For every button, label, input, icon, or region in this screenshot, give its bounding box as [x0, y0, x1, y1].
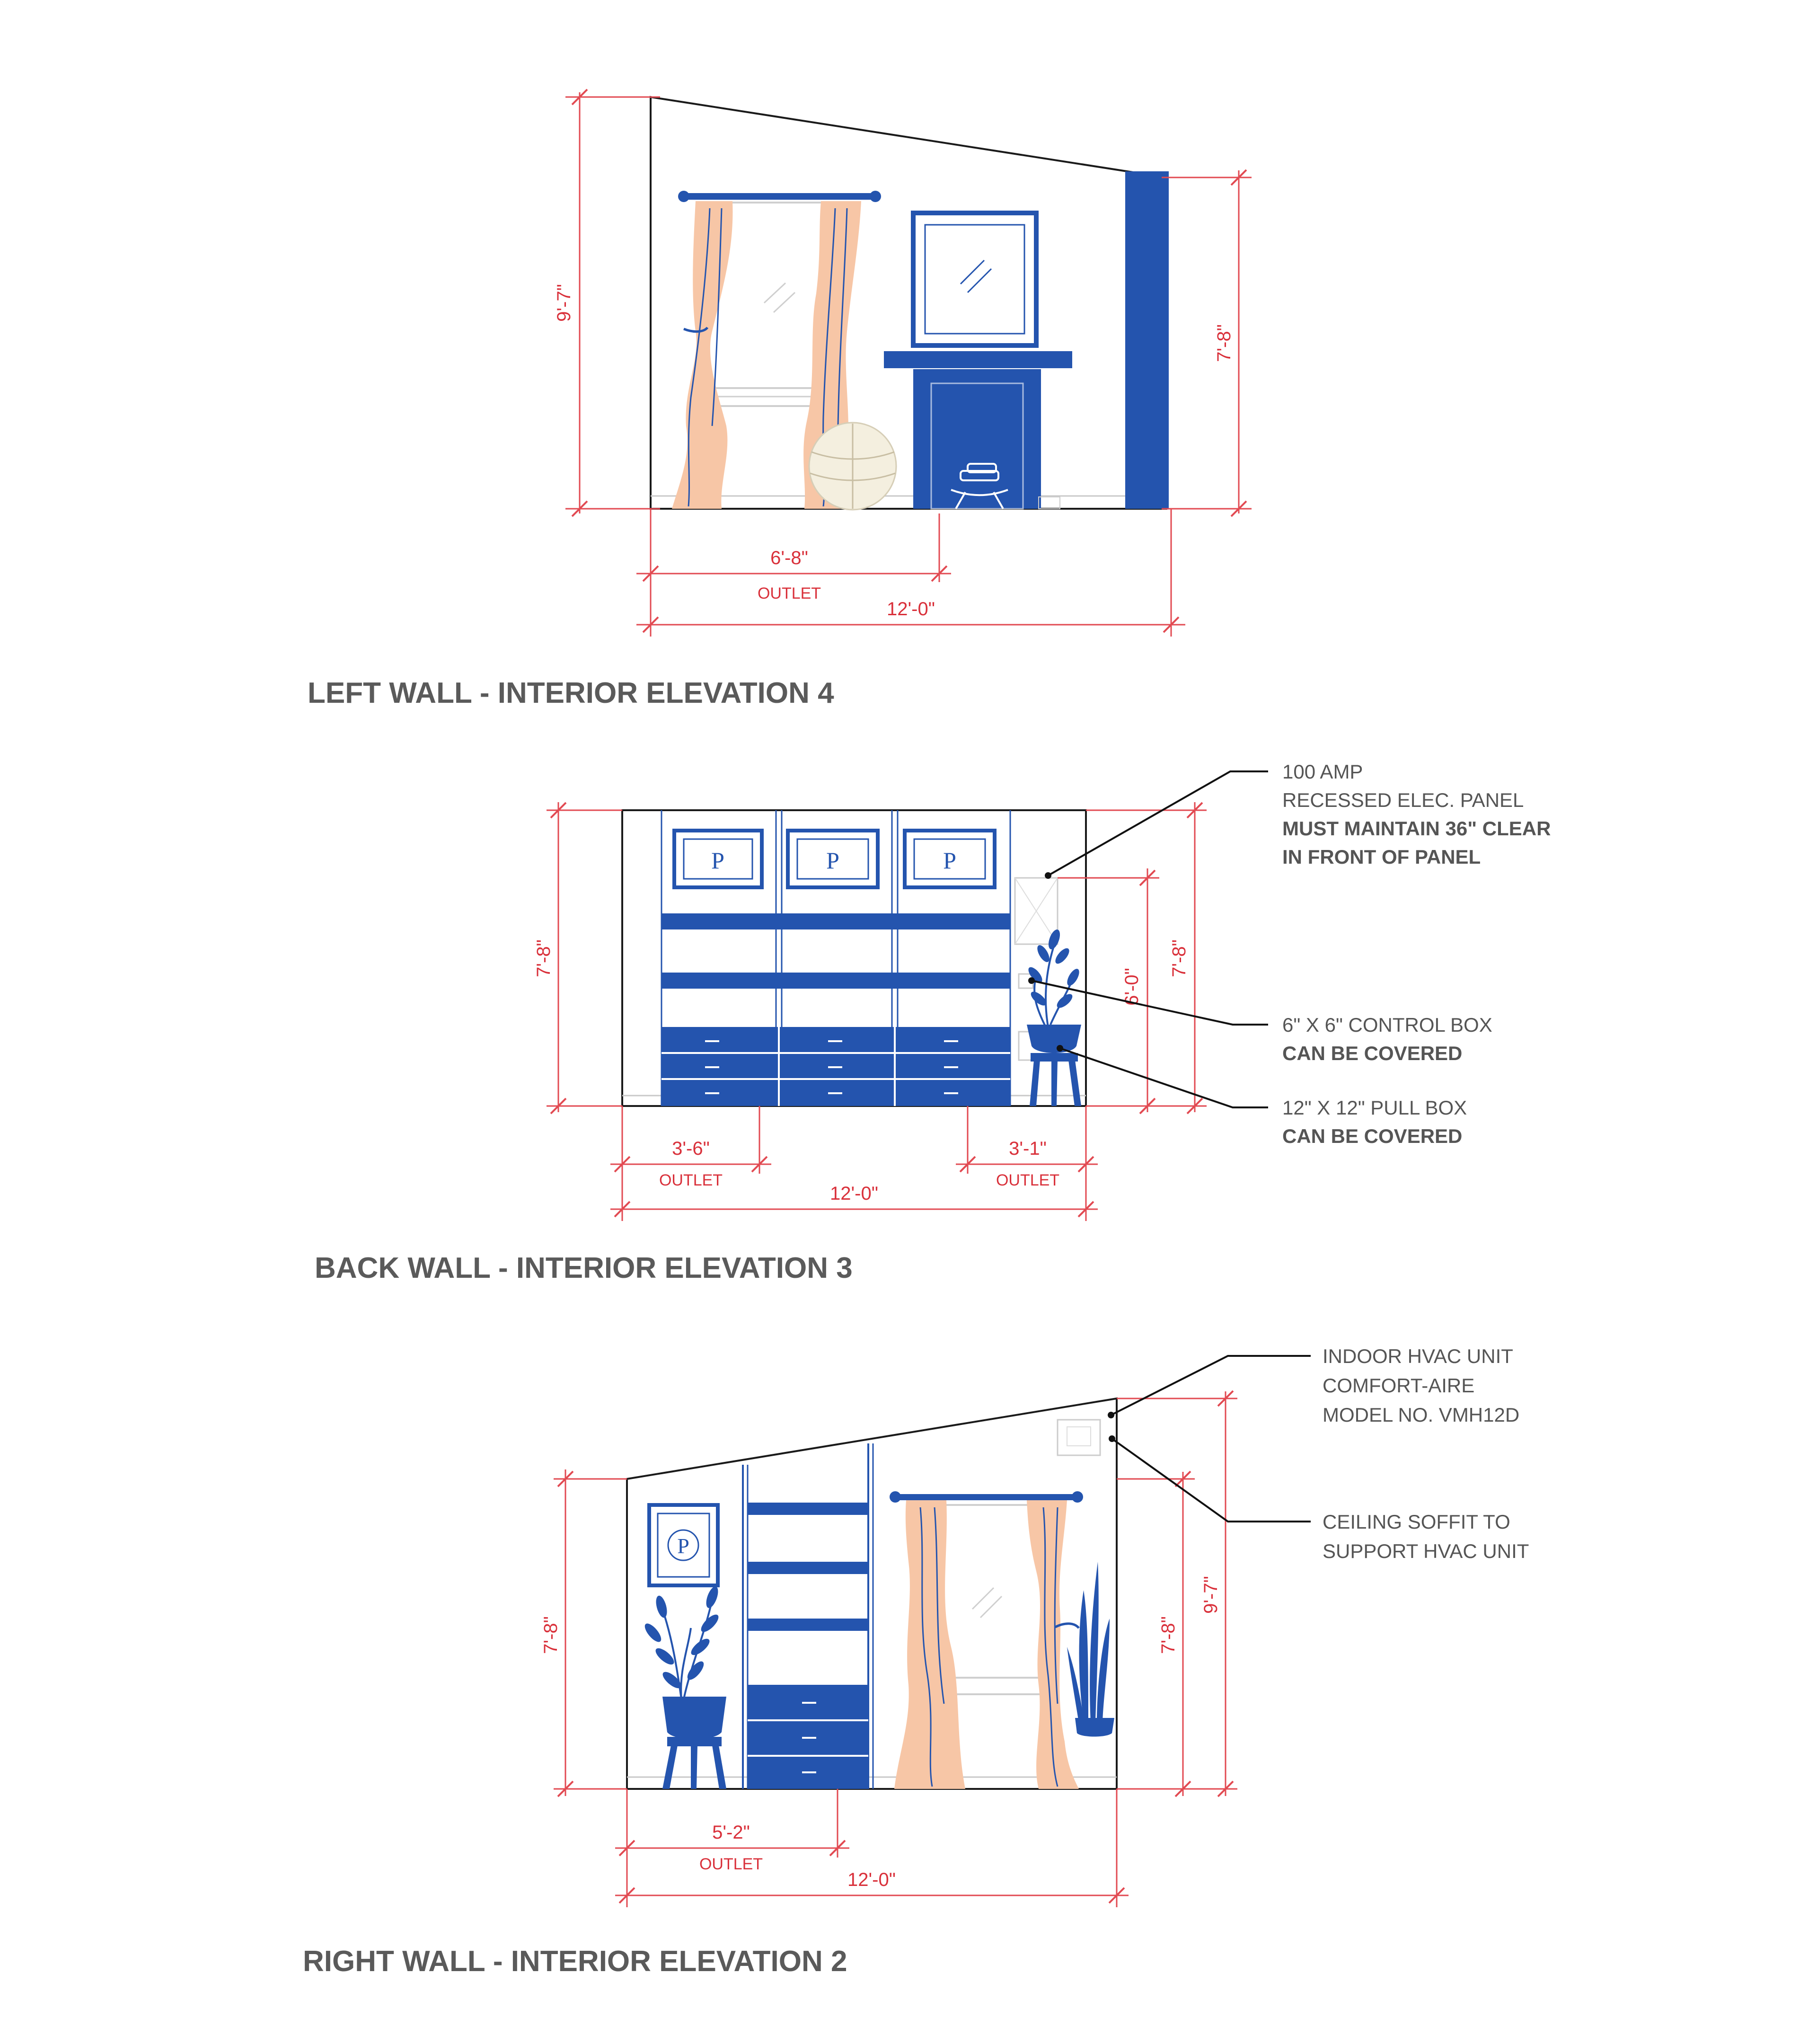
right-plant-left [642, 1585, 726, 1789]
back-height-right: 7'-8" [1169, 939, 1190, 977]
back-note-panel-4: IN FRONT OF PANEL [1282, 846, 1481, 868]
left-wall-elevation [308, 89, 1252, 709]
left-tall-panel [1125, 171, 1169, 509]
right-height-right-low: 7'-8" [1158, 1616, 1179, 1654]
back-artwork-3-monogram: P [943, 847, 956, 874]
back-artwork-2-monogram: P [826, 847, 839, 874]
right-width: 12'-0" [847, 1869, 896, 1890]
back-outlet-left-dim: 3'-6" [672, 1138, 710, 1159]
right-note-soffit-2: SUPPORT HVAC UNIT [1323, 1540, 1529, 1562]
back-wall-title: BACK WALL - INTERIOR ELEVATION 3 [315, 1252, 853, 1284]
back-note-pull-1: 12" X 12" PULL BOX [1282, 1097, 1467, 1119]
left-width: 12'-0" [887, 599, 935, 619]
left-outlet-dim: 6'-8" [770, 548, 808, 568]
left-mirror [913, 213, 1036, 345]
right-curtain-left [894, 1500, 965, 1789]
left-outlet-label: OUTLET [757, 584, 821, 602]
right-note-hvac-2: COMFORT-AIRE [1323, 1374, 1475, 1397]
right-shelf-3 [748, 1619, 868, 1631]
right-outlet-dim: 5'-2" [712, 1822, 750, 1843]
back-artwork-3 [905, 831, 995, 887]
left-curtain-rod [684, 193, 875, 200]
right-artwork-monogram: P [677, 1534, 689, 1558]
left-fireplace [913, 369, 1041, 509]
right-note-hvac-1: INDOOR HVAC UNIT [1323, 1345, 1513, 1367]
back-height-left: 7'-8" [533, 939, 554, 977]
right-bookcase [743, 1443, 873, 1789]
back-artwork-1-monogram: P [711, 847, 724, 874]
right-artwork [649, 1505, 718, 1585]
back-artwork-2 [788, 831, 878, 887]
left-height-low: 7'-8" [1214, 324, 1235, 362]
right-wall-elevation [303, 1345, 1529, 1978]
right-leaders [1108, 1356, 1311, 1522]
left-wall-title: LEFT WALL - INTERIOR ELEVATION 4 [308, 677, 834, 709]
back-outlet-right-dim: 3'-1" [1009, 1138, 1047, 1159]
left-height-high: 9'-7" [554, 284, 574, 322]
back-plant [1026, 928, 1082, 1106]
left-wall-outline [651, 97, 1166, 509]
right-height-left: 7'-8" [540, 1616, 561, 1654]
right-note-hvac-3: MODEL NO. VMH12D [1323, 1404, 1520, 1426]
back-outlet-right-label: OUTLET [996, 1171, 1060, 1189]
left-mantel [884, 351, 1072, 368]
right-shelf-2 [748, 1562, 868, 1574]
back-note-panel-2: RECESSED ELEC. PANEL [1282, 789, 1524, 811]
left-curtain-left [672, 201, 732, 509]
back-note-control-1: 6" X 6" CONTROL BOX [1282, 1014, 1492, 1036]
back-note-panel-1: 100 AMP [1282, 761, 1363, 783]
back-shelf-2 [662, 973, 1010, 989]
back-note-panel-3: MUST MAINTAIN 36" CLEAR [1282, 817, 1551, 840]
back-shelf-1 [662, 913, 1010, 929]
back-artwork-1 [674, 831, 762, 887]
right-height-right-high: 9'-7" [1200, 1576, 1221, 1614]
back-note-control-2: CAN BE COVERED [1282, 1042, 1463, 1064]
right-outlet-label: OUTLET [699, 1855, 763, 1873]
back-wall-elevation [315, 761, 1551, 1284]
right-wall-title: RIGHT WALL - INTERIOR ELEVATION 2 [303, 1945, 847, 1978]
back-note-pull-2: CAN BE COVERED [1282, 1125, 1463, 1147]
back-width: 12'-0" [830, 1183, 878, 1204]
right-curtain-rod [895, 1494, 1077, 1500]
right-hvac-unit [1058, 1420, 1100, 1455]
back-panel-height: 6'-0" [1121, 968, 1142, 1006]
back-outlet-left-label: OUTLET [659, 1171, 723, 1189]
back-wall-units [662, 810, 1010, 1106]
right-note-soffit-1: CEILING SOFFIT TO [1323, 1511, 1510, 1533]
right-shelf-1 [748, 1503, 868, 1515]
right-plant-right [1067, 1562, 1114, 1737]
